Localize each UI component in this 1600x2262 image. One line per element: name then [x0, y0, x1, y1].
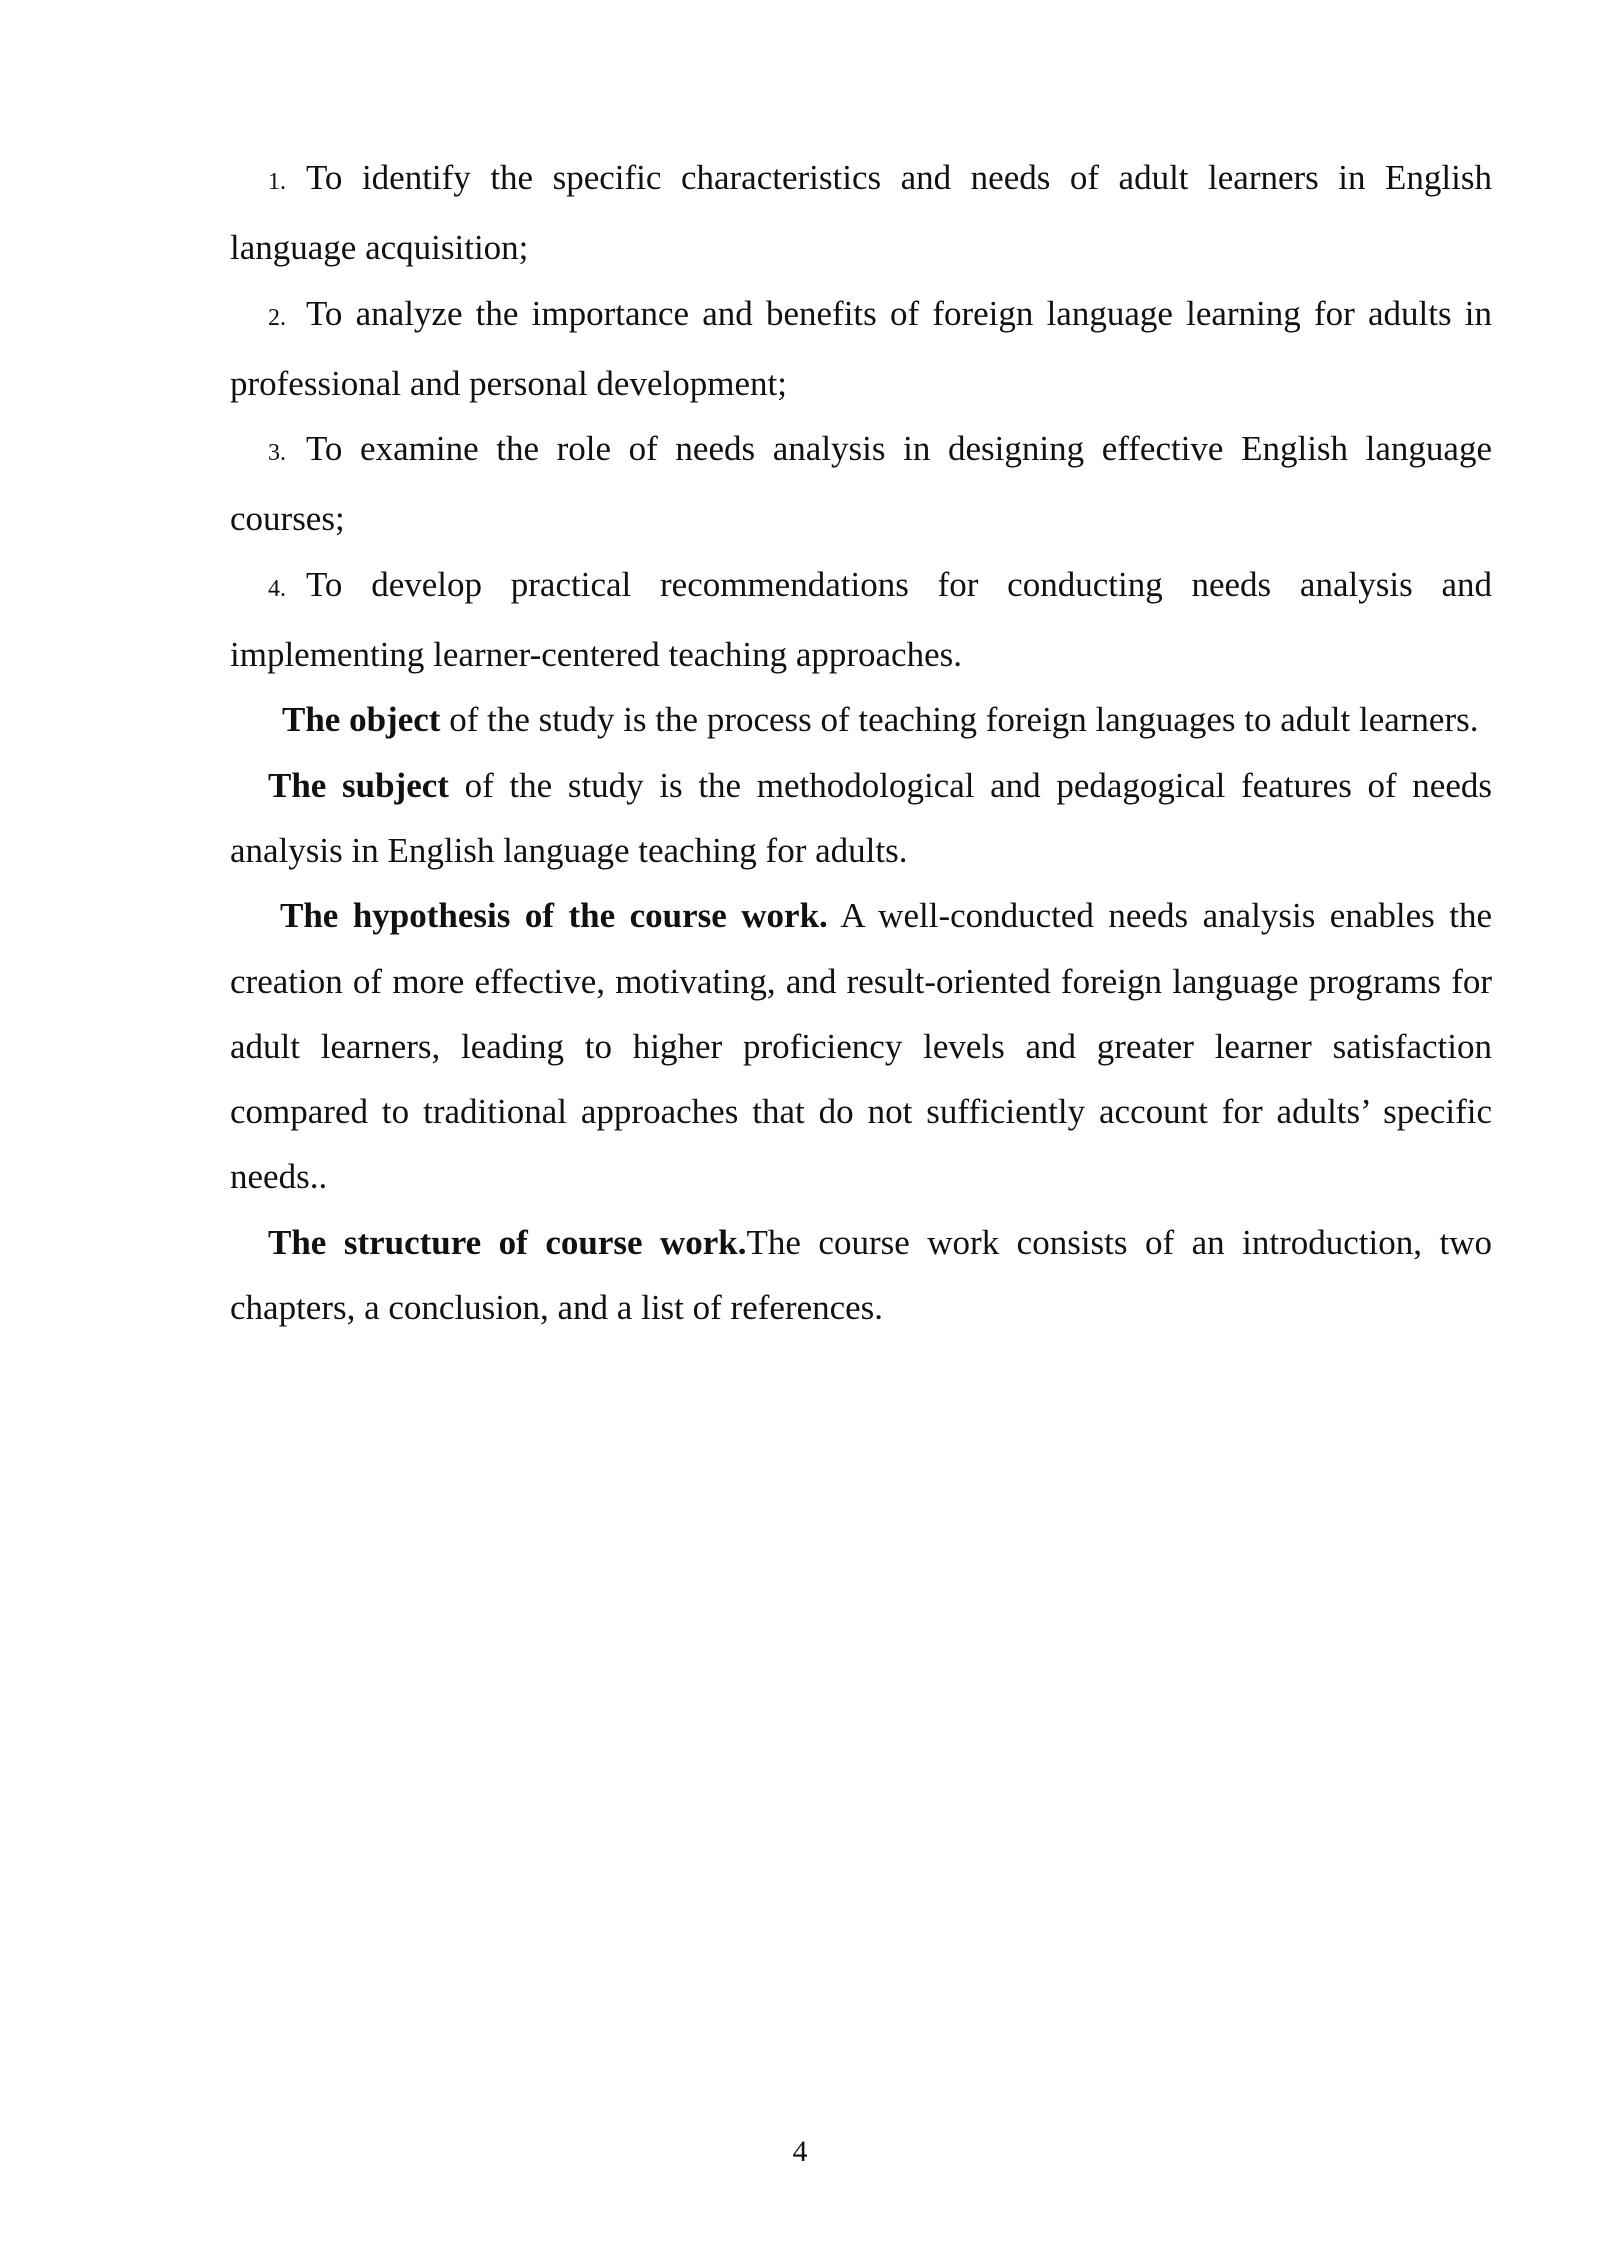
structure-text: The course work consists of an introduction, two chapters, a conclusion, and a list of references.: [230, 1222, 1492, 1328]
structure-lead: The structure of course work.: [268, 1222, 747, 1262]
subject-text: of the study is the methodological and pedagogical features of needs analysis in English language teaching for adults.: [230, 765, 1492, 870]
task-list-item-2: [230, 281, 1492, 417]
list-item-text: To identify the specific characteristics and needs of adult learners in English language acquisition;: [230, 158, 1492, 268]
object-text: of the study is the process of teaching foreign languages to adult learners.: [440, 700, 1479, 740]
list-number: 4.: [268, 575, 286, 602]
hypothesis-lead: The hypothesis of the course work.: [280, 896, 828, 936]
list-number: 2.: [268, 304, 286, 331]
list-number: 1.: [268, 169, 286, 195]
page-body: [230, 145, 1492, 1340]
page-number: 4: [792, 2135, 808, 2168]
task-list-item-3: [230, 416, 1492, 552]
hypothesis-text: A well-conducted needs analysis enables the creation of more effective, motivating, and result-oriented foreign language programs for adult learners, leading to higher proficiency levels and greater learner satisfaction compared to traditional approaches that do not sufficiently account for adults’ specific needs..: [230, 896, 1492, 1197]
hypothesis-paragraph: [230, 883, 1492, 1209]
list-item-text: To examine the role of needs analysis in designing effective English language courses;: [230, 429, 1492, 539]
task-list-item-4: [230, 552, 1492, 688]
list-item-text: To develop practical recommendations for conducting needs analysis and implementing learner-centered teaching approaches.: [230, 564, 1492, 675]
list-number: 3.: [268, 440, 286, 467]
subject-paragraph: [230, 753, 1492, 884]
subject-lead: The subject: [268, 765, 449, 805]
list-item-text: To analyze the importance and benefits of foreign language learning for adults in professional and personal development;: [230, 293, 1492, 403]
object-paragraph: [230, 687, 1492, 752]
object-lead: The object: [282, 700, 441, 740]
structure-paragraph: [230, 1210, 1492, 1341]
task-list-item-1: [230, 145, 1492, 281]
